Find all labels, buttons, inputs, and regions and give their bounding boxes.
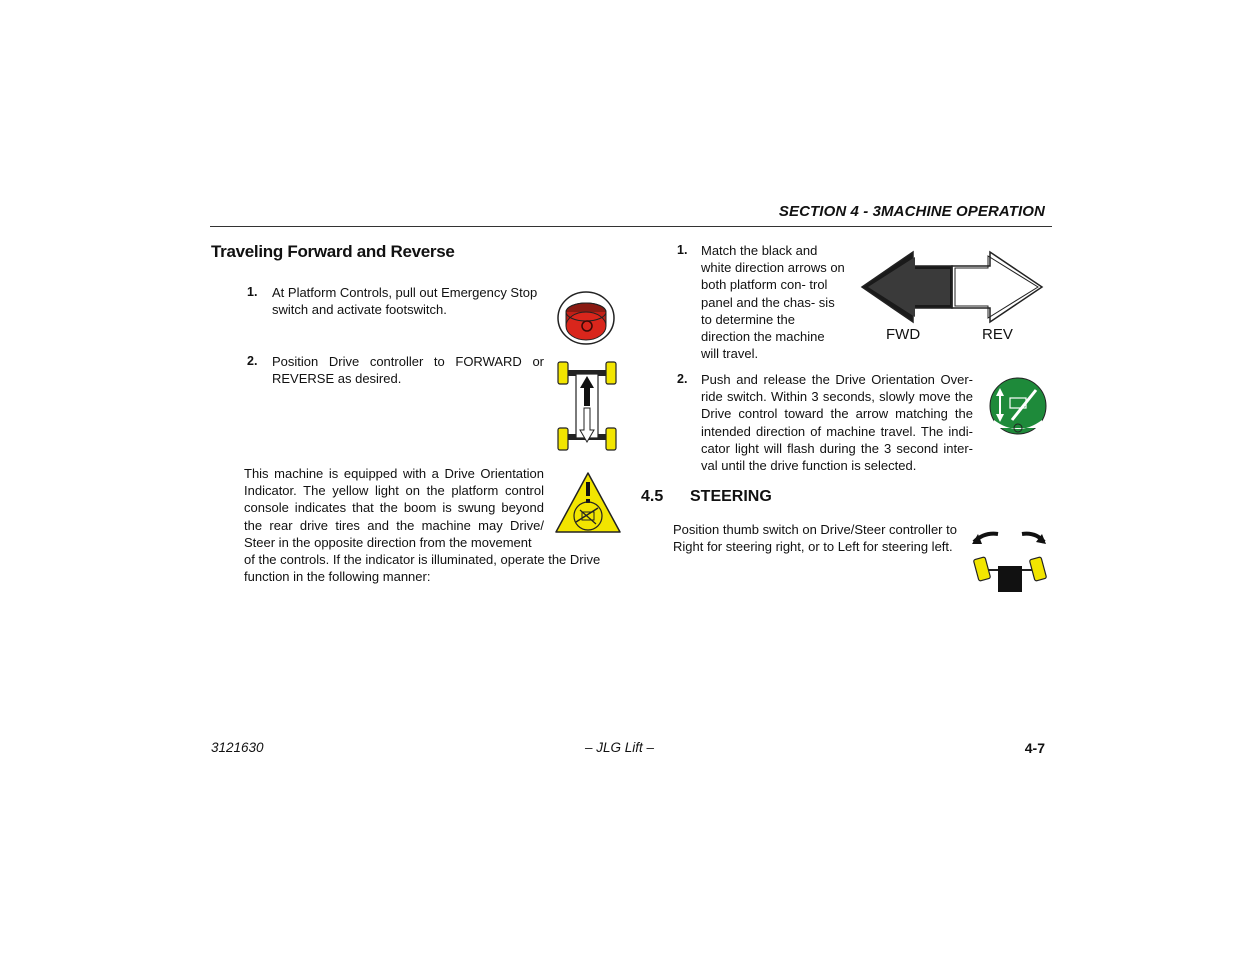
step-number: 2. xyxy=(247,354,258,368)
drive-chassis-icon xyxy=(556,360,618,452)
step-number: 1. xyxy=(247,285,258,299)
footer-center: – JLG Lift – xyxy=(585,740,655,755)
step-text: Position Drive controller to FORWARD or REVERSE as desired. xyxy=(272,354,544,387)
page-number: 4-7 xyxy=(1024,740,1045,756)
rev-label: REV xyxy=(982,326,1013,343)
fwd-rev-arrow-icon xyxy=(860,250,1045,325)
header-rule xyxy=(210,226,1052,227)
step-text: At Platform Controls, pull out Emergency Stop switch and activate footswitch. xyxy=(272,285,538,318)
section-title: SECTION 4 - 3MACHINE OPERATION xyxy=(778,203,1045,220)
drive-orientation-warning-icon xyxy=(554,470,622,534)
steering-icon xyxy=(970,524,1050,594)
section-heading-traveling: Traveling Forward and Reverse xyxy=(211,242,455,261)
emergency-stop-icon xyxy=(556,290,616,346)
step-number: 2. xyxy=(677,372,688,386)
step-text: Match the black and white direction arrows on both platform con- trol panel and the chas- sis to determine the direction the machine will travel. xyxy=(701,243,845,362)
fwd-label: FWD xyxy=(886,326,921,343)
drive-orientation-paragraph-cont: of the controls. If the indicator is illuminated, operate the Drive function in the following manner: xyxy=(244,552,601,585)
step-number: 1. xyxy=(677,243,688,257)
step-text: Push and release the Drive Orientation Over- ride switch. Within 3 seconds, slowly move the Drive control toward the arrow matching the intended direction of machine travel. The indi- cator light will flash during the 3 second inter- val until the drive function is selected. xyxy=(701,372,973,474)
section-number: 4.5 xyxy=(641,488,664,505)
drive-orientation-paragraph: This machine is equipped with a Drive Orientation Indicator. The yellow light on the platform control console indicates that the boom is swung beyond the rear drive tires and the machine may Drive/ Steer in the opposite direction from the movement xyxy=(244,466,544,550)
steering-text: Position thumb switch on Drive/Steer controller to Right for steering right, or to Left for steering left. xyxy=(673,522,957,555)
section-heading-steering: STEERING xyxy=(690,488,772,505)
drive-orientation-override-icon xyxy=(988,376,1048,436)
doc-number: 3121630 xyxy=(211,740,264,755)
